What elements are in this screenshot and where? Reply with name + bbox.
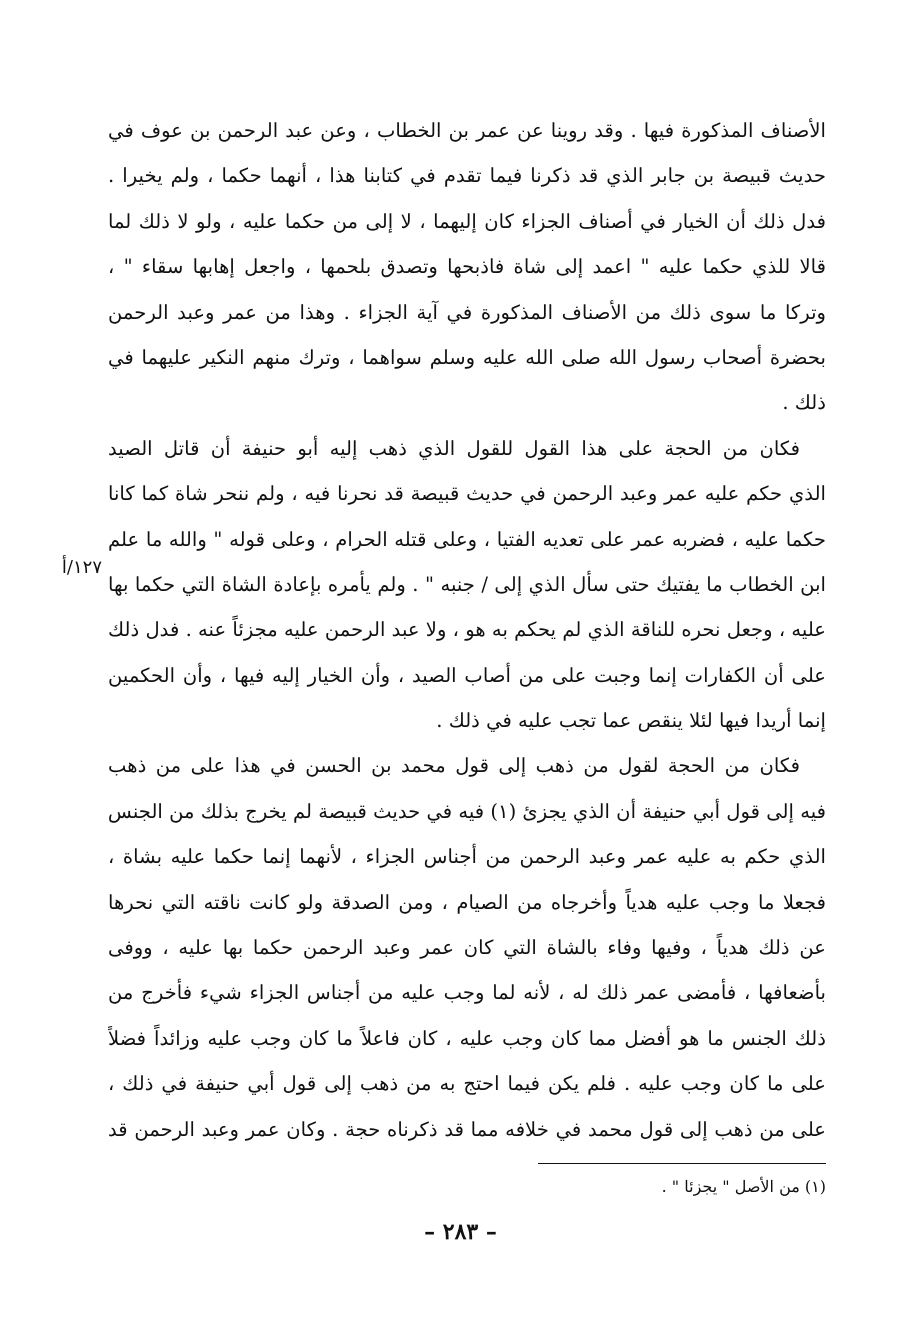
page-number: – ٢٨٣ – — [424, 1219, 497, 1245]
text-line: عن ذلك هدياً ، وفيها وفاء بالشاة التي كان عمر وعبد الرحمن حكما بها عليه ، ووفى — [108, 936, 826, 960]
text-line: ذلك الجنس ما هو أفضل مما كان وجب عليه ، كان فاعلاً ما كان وجب عليه وزائداً فضلاً — [108, 1026, 826, 1050]
text-line: عليه ، وجعل نحره للناقة الذي لم يحكم به هو ، ولا عبد الرحمن عليه مجزئاً عنه . فدل ذلك — [108, 618, 826, 642]
text-line: على من ذهب إلى قول محمد في خلافه مما قد ذكرناه حجة . وكان عمر وعبد الرحمن قد — [108, 1117, 826, 1141]
text-line: الذي حكم عليه عمر وعبد الرحمن في حديث قبيصة قد نحرنا فيه ، ولم ننحر شاة كما كانا — [108, 482, 826, 506]
text-line: على أن الكفارات إنما وجبت على من أصاب الصيد ، وأن الخيار إليه فيها ، وأن الحكمين — [108, 663, 826, 687]
text-line: إنما أريدا فيها لئلا ينقص عما تجب عليه في ذلك . — [436, 709, 826, 733]
text-line: فيه إلى قول أبي حنيفة أن الذي يجزئ (١) فيه في حديث قبيصة لم يخرج بذلك من الجنس — [108, 799, 826, 823]
text-line: وتركا ما سوى ذلك من الأصناف المذكورة في آية الجزاء . وهذا من عمر وعبد الرحمن — [108, 300, 826, 324]
footnote-divider — [538, 1163, 826, 1164]
text-line: حديث قبيصة بن جابر الذي قد ذكرنا فيما تقدم في كتابنا هذا ، أنهما حكما ، ولم يخيرا . — [108, 164, 826, 188]
text-line: الأصناف المذكورة فيها . وقد روينا عن عمر بن الخطاب ، وعن عبد الرحمن بن عوف في — [108, 119, 826, 142]
text-line: فكان من الحجة لقول من ذهب إلى قول محمد بن الحسن في هذا على من ذهب — [108, 754, 800, 778]
body-text — [108, 108, 826, 1152]
text-line: حكما عليه ، فضربه عمر على تعديه الفتيا ، وعلى قتله الحرام ، وعلى قوله " والله ما علم — [108, 527, 826, 551]
text-line: فكان من الحجة على هذا القول للقول الذي ذهب إليه أبو حنيفة أن قاتل الصيد — [108, 436, 800, 460]
footnote: (١) من الأصل " يجزئا " . — [661, 1177, 826, 1196]
text-line: ابن الخطاب ما يفتيك حتى سأل الذي إلى / جنبه " . ولم يأمره بإعادة الشاة التي حكما بها — [108, 572, 826, 596]
text-line: فجعلا ما وجب عليه هدياً وأخرجاه من الصيام ، ومن الصدقة ولو كانت ناقته التي نحرها — [108, 890, 826, 914]
text-line: بحضرة أصحاب رسول الله صلى الله عليه وسلم سواهما ، وترك منهم النكير عليهما في — [108, 345, 826, 369]
text-line: فدل ذلك أن الخيار في أصناف الجزاء كان إليهما ، لا إلى من حكما عليه ، ولو لا ذلك لما — [108, 209, 826, 233]
text-line: الذي حكم به عليه عمر وعبد الرحمن من أجناس الجزاء ، لأنهما إنما حكما عليه بشاة ، — [108, 845, 826, 869]
text-line: قالا للذي حكما عليه " اعمد إلى شاة فاذبحها وتصدق بلحمها ، واجعل إهابها سقاء " ، — [108, 255, 826, 279]
text-line: ذلك . — [782, 391, 826, 415]
margin-folio-note: ١٢٧/أ — [61, 557, 102, 578]
text-line: على ما كان وجب عليه . فلم يكن فيما احتج به من ذهب إلى قول أبي حنيفة في ذلك ، — [108, 1072, 826, 1096]
text-line: بأضعافها ، فأمضى عمر ذلك له ، لأنه لما وجب عليه من أجناس الجزاء شيء فأخرج من — [108, 981, 826, 1005]
